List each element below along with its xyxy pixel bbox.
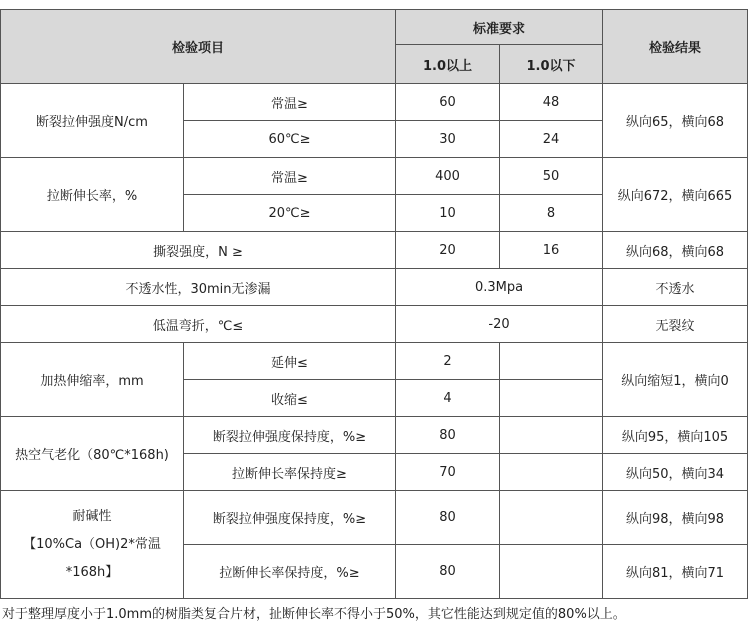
item-name-line: *168h】 bbox=[65, 564, 119, 580]
item-name: 撕裂强度，N ≥ bbox=[1, 232, 396, 269]
result-cell: 纵向95，横向105 bbox=[603, 417, 748, 454]
value-below bbox=[500, 417, 603, 454]
result-cell: 纵向672，横向665 bbox=[603, 158, 748, 232]
table-row bbox=[1, 158, 748, 195]
value-above: 60 bbox=[396, 84, 500, 121]
value-below bbox=[500, 545, 603, 599]
item-name-line: 【10%Ca（OH)2*常温 bbox=[23, 536, 161, 552]
value-above: 80 bbox=[396, 545, 500, 599]
value-below: 48 bbox=[500, 84, 603, 121]
value-above: 400 bbox=[396, 158, 500, 195]
header-row-1 bbox=[1, 10, 748, 45]
sub-item: 断裂拉伸强度保持度，%≥ bbox=[184, 417, 396, 454]
table-row bbox=[1, 417, 748, 454]
header-standard: 标准要求 bbox=[396, 10, 603, 45]
value-above: 2 bbox=[396, 343, 500, 380]
sub-item: 拉断伸长率保持度，%≥ bbox=[184, 545, 396, 599]
value-below bbox=[500, 380, 603, 417]
sub-item: 断裂拉伸强度保持度，%≥ bbox=[184, 491, 396, 545]
value-below: 16 bbox=[500, 232, 603, 269]
header-item: 检验项目 bbox=[1, 10, 396, 84]
value-above: 4 bbox=[396, 380, 500, 417]
sub-item: 常温≥ bbox=[184, 158, 396, 195]
header-result: 检验结果 bbox=[603, 10, 748, 84]
sub-item: 常温≥ bbox=[184, 84, 396, 121]
item-name: 低温弯折，℃≤ bbox=[1, 306, 396, 343]
item-name bbox=[1, 491, 184, 599]
sub-item: 20℃≥ bbox=[184, 195, 396, 232]
result-cell: 纵向缩短1，横向0 bbox=[603, 343, 748, 417]
value-below bbox=[500, 454, 603, 491]
value-merged: -20 bbox=[396, 306, 603, 343]
header-below: 1.0以下 bbox=[500, 45, 603, 84]
value-above: 80 bbox=[396, 491, 500, 545]
value-below bbox=[500, 491, 603, 545]
result-cell: 纵向81，横向71 bbox=[603, 545, 748, 599]
result-cell: 纵向68，横向68 bbox=[603, 232, 748, 269]
table-row bbox=[1, 306, 748, 343]
value-below: 24 bbox=[500, 121, 603, 158]
sub-item: 拉断伸长率保持度≥ bbox=[184, 454, 396, 491]
value-above: 70 bbox=[396, 454, 500, 491]
value-below: 8 bbox=[500, 195, 603, 232]
footnote: 对于整理厚度小于1.0mm的树脂类复合片材，扯断伸长率不得小于50%，其它性能达到规定值的80%以上。 bbox=[2, 607, 626, 622]
value-below bbox=[500, 343, 603, 380]
item-name: 加热伸缩率，mm bbox=[1, 343, 184, 417]
item-name: 热空气老化（80℃*168h) bbox=[1, 417, 184, 491]
item-name: 断裂拉伸强度N/cm bbox=[1, 84, 184, 158]
value-merged: 0.3Mpa bbox=[396, 269, 603, 306]
result-cell: 不透水 bbox=[603, 269, 748, 306]
result-cell: 纵向50，横向34 bbox=[603, 454, 748, 491]
table-row bbox=[1, 491, 748, 545]
value-above: 20 bbox=[396, 232, 500, 269]
result-cell: 纵向98，横向98 bbox=[603, 491, 748, 545]
item-name: 拉断伸长率，% bbox=[1, 158, 184, 232]
item-name-line: 耐碱性 bbox=[72, 508, 112, 524]
sub-item: 收缩≤ bbox=[184, 380, 396, 417]
result-cell: 纵向65，横向68 bbox=[603, 84, 748, 158]
value-above: 80 bbox=[396, 417, 500, 454]
spec-table bbox=[0, 9, 748, 599]
sub-item: 60℃≥ bbox=[184, 121, 396, 158]
value-above: 30 bbox=[396, 121, 500, 158]
result-cell: 无裂纹 bbox=[603, 306, 748, 343]
sub-item: 延伸≤ bbox=[184, 343, 396, 380]
table-row bbox=[1, 269, 748, 306]
header-above: 1.0以上 bbox=[396, 45, 500, 84]
table-row bbox=[1, 343, 748, 380]
item-name: 不透水性，30min无渗漏 bbox=[1, 269, 396, 306]
table-row bbox=[1, 232, 748, 269]
value-above: 10 bbox=[396, 195, 500, 232]
value-below: 50 bbox=[500, 158, 603, 195]
table-row bbox=[1, 84, 748, 121]
